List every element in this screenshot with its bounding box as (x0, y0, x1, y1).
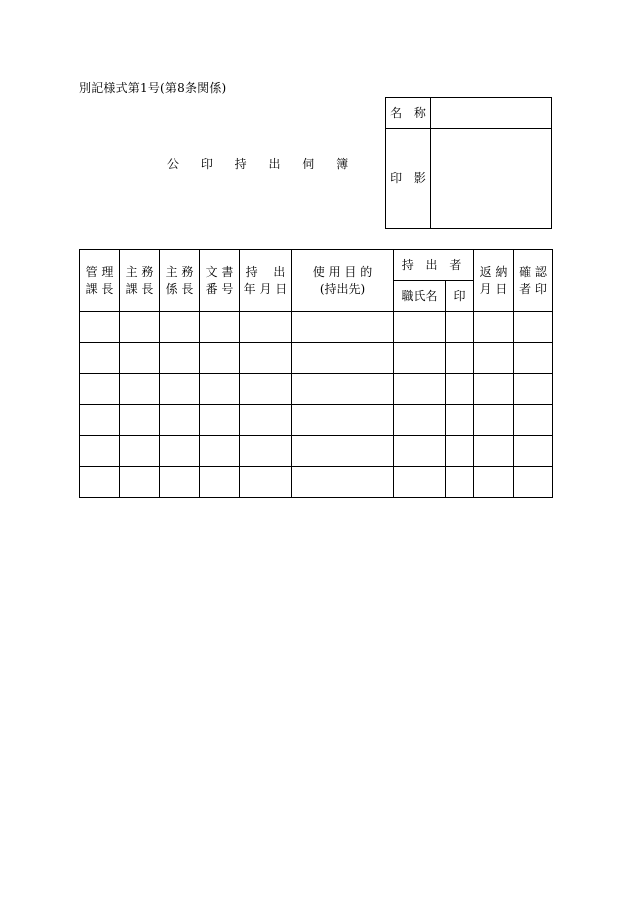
table-cell[interactable] (446, 405, 474, 436)
header-carrier-seal: 印 (446, 281, 474, 312)
table-cell[interactable] (292, 312, 394, 343)
table-row (80, 405, 553, 436)
table-row (80, 436, 553, 467)
seal-impression-label: 印 影 (386, 129, 431, 229)
table-cell[interactable] (240, 312, 292, 343)
header-confirmer-seal-line2: 者 印 (519, 281, 547, 296)
table-cell[interactable] (240, 374, 292, 405)
header-return-date-line2: 月 日 (479, 281, 508, 296)
table-cell[interactable] (120, 312, 160, 343)
header-chief-sub-line1: 主 務 (165, 264, 194, 279)
header-manager (80, 250, 120, 312)
table-cell[interactable] (292, 374, 394, 405)
document-title: 公 印 持 出 伺 簿 (167, 157, 358, 171)
seal-impression-field[interactable] (431, 129, 552, 229)
table-row (80, 312, 553, 343)
header-carrier-name: 職氏名 (394, 281, 446, 312)
table-cell[interactable] (292, 436, 394, 467)
header-chief-sub (160, 250, 200, 312)
table-cell[interactable] (474, 374, 514, 405)
header-doc-number (200, 250, 240, 312)
table-cell[interactable] (200, 405, 240, 436)
table-cell[interactable] (514, 374, 553, 405)
table-cell[interactable] (474, 343, 514, 374)
header-chief-section-line2: 課 長 (125, 281, 154, 296)
table-cell[interactable] (80, 405, 120, 436)
header-chief-section-line1: 主 務 (125, 264, 154, 279)
table-row (80, 374, 553, 405)
seal-info-box (385, 97, 552, 229)
table-cell[interactable] (160, 405, 200, 436)
header-purpose-line1: 使 用 目 的 (312, 264, 373, 279)
table-cell[interactable] (474, 405, 514, 436)
table-cell[interactable] (200, 343, 240, 374)
table-cell[interactable] (394, 436, 446, 467)
header-return-date (474, 250, 514, 312)
header-takeout-date-line2: 年 月 日 (243, 281, 288, 296)
seal-name-field[interactable] (431, 98, 552, 129)
table-cell[interactable] (394, 467, 446, 498)
table-cell[interactable] (160, 374, 200, 405)
header-chief-section (120, 250, 160, 312)
header-purpose (292, 250, 394, 312)
table-header-row (80, 250, 553, 281)
seal-name-label: 名 称 (386, 98, 431, 129)
form-number-label: 別記様式第1号(第8条関係) (79, 81, 227, 95)
table-cell[interactable] (120, 467, 160, 498)
table-cell[interactable] (120, 374, 160, 405)
table-cell[interactable] (394, 312, 446, 343)
table-cell[interactable] (474, 467, 514, 498)
table-cell[interactable] (514, 467, 553, 498)
table-row (80, 467, 553, 498)
table-cell[interactable] (120, 343, 160, 374)
table-cell[interactable] (200, 374, 240, 405)
table-cell[interactable] (80, 374, 120, 405)
table-cell[interactable] (160, 343, 200, 374)
header-purpose-line2: (持出先) (319, 281, 366, 296)
header-return-date-line1: 返 納 (479, 264, 508, 279)
table-cell[interactable] (514, 312, 553, 343)
table-cell[interactable] (394, 374, 446, 405)
table-cell[interactable] (80, 312, 120, 343)
table-cell[interactable] (474, 312, 514, 343)
table-cell[interactable] (200, 312, 240, 343)
table-cell[interactable] (292, 467, 394, 498)
table-cell[interactable] (394, 343, 446, 374)
table-cell[interactable] (160, 436, 200, 467)
table-row (80, 343, 553, 374)
header-carrier-group: 持 出 者 (394, 250, 474, 281)
header-doc-number-line1: 文 書 (205, 264, 234, 279)
header-manager-line1: 管 理 (85, 264, 114, 279)
table-cell[interactable] (80, 436, 120, 467)
table-cell[interactable] (446, 467, 474, 498)
header-doc-number-line2: 番 号 (205, 281, 234, 296)
header-takeout-date (240, 250, 292, 312)
table-cell[interactable] (292, 405, 394, 436)
table-cell[interactable] (394, 405, 446, 436)
header-manager-line2: 課 長 (85, 281, 114, 296)
header-confirmer-seal (514, 250, 553, 312)
table-cell[interactable] (80, 467, 120, 498)
table-cell[interactable] (446, 312, 474, 343)
table-cell[interactable] (446, 436, 474, 467)
table-cell[interactable] (240, 436, 292, 467)
table-cell[interactable] (240, 467, 292, 498)
table-cell[interactable] (292, 343, 394, 374)
table-cell[interactable] (160, 467, 200, 498)
table-cell[interactable] (514, 405, 553, 436)
header-takeout-date-line1: 持 出 (245, 264, 286, 279)
table-cell[interactable] (446, 343, 474, 374)
table-cell[interactable] (120, 436, 160, 467)
table-cell[interactable] (446, 374, 474, 405)
table-cell[interactable] (200, 467, 240, 498)
table-cell[interactable] (80, 343, 120, 374)
table-cell[interactable] (514, 436, 553, 467)
table-cell[interactable] (160, 312, 200, 343)
header-confirmer-seal-line1: 確 認 (519, 264, 547, 279)
header-chief-sub-line2: 係 長 (165, 281, 194, 296)
table-cell[interactable] (240, 405, 292, 436)
table-cell[interactable] (514, 343, 553, 374)
table-cell[interactable] (240, 343, 292, 374)
table-cell[interactable] (474, 436, 514, 467)
seal-takeout-log-table (79, 249, 553, 498)
table-cell[interactable] (120, 405, 160, 436)
table-cell[interactable] (200, 436, 240, 467)
